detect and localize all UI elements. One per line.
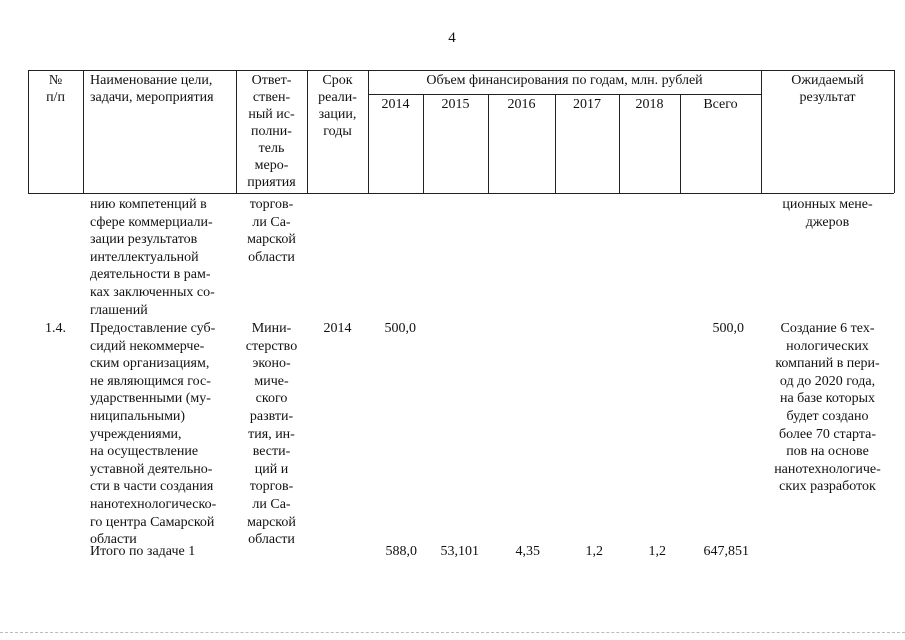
continuation-responsible: торгов- ли Са- марской области xyxy=(247,197,296,265)
total-label: Итого по задаче 1 xyxy=(90,544,196,559)
header-year-2017: 2017 xyxy=(573,97,601,112)
total-value-2017: 1,2 xyxy=(585,544,603,559)
header-number: № п/п xyxy=(46,73,65,105)
header-funding-title: Объем финансирования по годам, млн. рублей xyxy=(426,73,703,88)
total-value-total: 647,851 xyxy=(703,544,749,559)
row-responsible: Мини- стерство эконо- миче- ского развти- тия, ин- вести- ций и торгов- ли Са- марской области xyxy=(245,321,298,548)
total-value-2016: 4,35 xyxy=(515,544,540,559)
continuation-result: ционных мене- джеров xyxy=(782,197,873,230)
row-number: 1.4. xyxy=(45,321,66,336)
total-value-2018: 1,2 xyxy=(648,544,666,559)
total-value-2014: 588,0 xyxy=(385,544,417,559)
row-term: 2014 xyxy=(323,321,352,336)
row-value-total: 500,0 xyxy=(712,321,744,336)
header-year-2015: 2015 xyxy=(441,97,470,112)
scan-edge-line xyxy=(0,632,905,633)
header-year-2018: 2018 xyxy=(635,97,664,112)
header-total: Всего xyxy=(703,97,738,112)
total-value-2015: 53,101 xyxy=(440,544,479,559)
header-term: Срок реали- зации, годы xyxy=(318,73,357,139)
header-result: Ожидаемый результат xyxy=(791,73,864,105)
page-number: 4 xyxy=(448,30,456,46)
header-responsible: Ответ- ствен- ный ис- полни- тель меро- приятия xyxy=(247,73,296,190)
header-year-2016: 2016 xyxy=(507,97,536,112)
header-year-2014: 2014 xyxy=(381,97,410,112)
row-value-2014: 500,0 xyxy=(384,321,416,336)
row-name: Предоставление суб- сидий некоммерче- ским организациям, не являющимся гос- ударственными (му- ниципальными) учреждениями, на осуществление уставной деятельно- сти в части создания нанотехнологическо- го центра Самарской области xyxy=(90,321,217,548)
continuation-name: нию компетенций в сфере коммерциали- зации результатов интеллектуальной деятельности в рам- ках заключенных со- глашений xyxy=(90,197,215,318)
row-result: Создание 6 тех- нологических компаний в пери- од до 2020 года, на базе которых будет создано более 70 старта- пов на основе нанотехнологиче- ских разработок xyxy=(774,321,881,495)
header-name: Наименование цели, задачи, мероприятия xyxy=(90,73,214,105)
